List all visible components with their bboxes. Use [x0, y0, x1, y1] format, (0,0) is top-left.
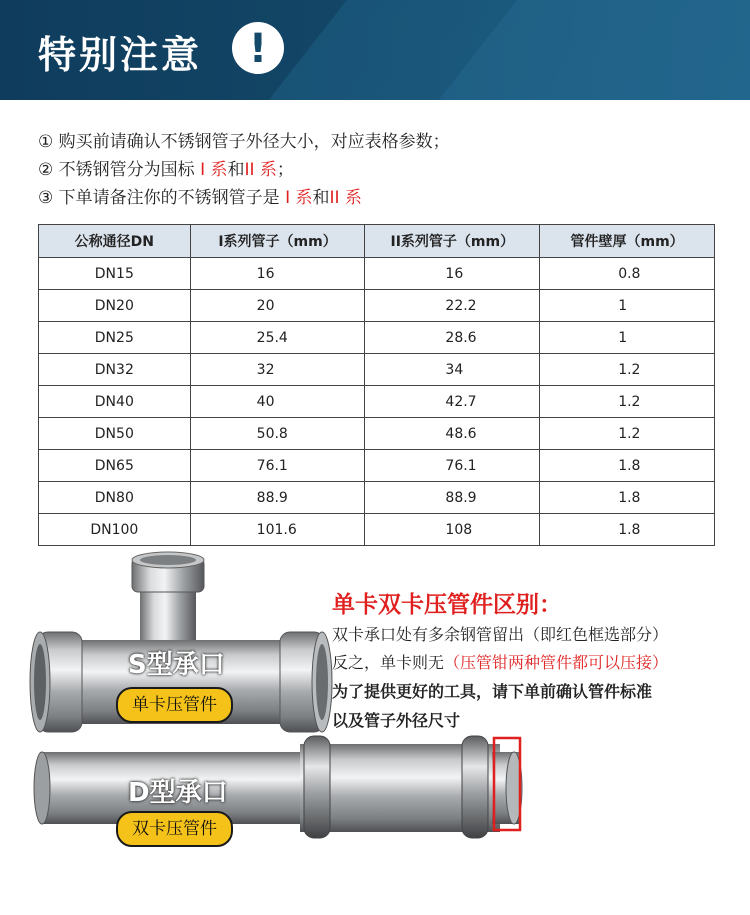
note-text: ③ 下单请备注你的不锈钢管子是: [38, 188, 286, 208]
table-cell: 1: [540, 290, 715, 322]
table-cell: 0.8: [540, 258, 715, 290]
table-header-row: [39, 225, 715, 258]
column-header-series-i: I系列管子（mm）: [190, 225, 365, 258]
table-cell: DN25: [39, 322, 191, 354]
series-ii-highlight: II 系: [329, 188, 362, 208]
table-cell: 16: [365, 258, 540, 290]
series-i-highlight: I 系: [200, 160, 228, 180]
d-type-socket-label: D型承口: [128, 778, 228, 808]
column-header-wall-thickness: 管件壁厚（mm）: [540, 225, 715, 258]
table-cell: 1.8: [540, 450, 715, 482]
table-cell: 50.8: [190, 418, 365, 450]
exclamation-icon: !: [232, 22, 284, 74]
double-press-fitting-badge: 双卡压管件: [116, 811, 233, 847]
table-cell: 16: [190, 258, 365, 290]
table-cell: 32: [190, 354, 365, 386]
difference-title: 单卡双卡压管件区别：: [332, 592, 562, 618]
table-cell: 76.1: [365, 450, 540, 482]
table-cell: 1.2: [540, 386, 715, 418]
table-row: [39, 418, 715, 450]
difference-line-4: 以及管子外径尺寸: [332, 711, 461, 730]
table-cell: 25.4: [190, 322, 365, 354]
table-cell: DN65: [39, 450, 191, 482]
table-row: [39, 482, 715, 514]
difference-highlight: （压管钳两种管件都可以压接）: [444, 653, 669, 672]
table-cell: 42.7: [365, 386, 540, 418]
table-cell: 88.9: [190, 482, 365, 514]
note-line-2: [38, 156, 450, 184]
difference-text: 反之，单卡则无: [332, 653, 445, 672]
page-title: 特别注意: [38, 33, 203, 77]
note-text: 和: [227, 160, 245, 180]
table-row: [39, 354, 715, 386]
table-cell: 76.1: [190, 450, 365, 482]
header-banner: [0, 0, 750, 100]
note-text: ① 购买前请确认不锈钢管子外径大小，对应表格参数；: [38, 132, 450, 152]
coupling-fitting-graphic: [34, 736, 522, 838]
spec-table: [38, 224, 715, 546]
table-cell: DN50: [39, 418, 191, 450]
table-cell: 28.6: [365, 322, 540, 354]
table-cell: 1.2: [540, 354, 715, 386]
series-ii-highlight: II 系: [244, 160, 277, 180]
table-cell: 40: [190, 386, 365, 418]
series-i-highlight: I 系: [285, 188, 313, 208]
single-press-fitting-badge: 单卡压管件: [116, 687, 233, 723]
table-cell: DN15: [39, 258, 191, 290]
table-cell: DN40: [39, 386, 191, 418]
table-row: [39, 258, 715, 290]
table-row: [39, 290, 715, 322]
table-cell: 1.8: [540, 482, 715, 514]
table-cell: 48.6: [365, 418, 540, 450]
table-cell: 1.8: [540, 514, 715, 546]
table-cell: 22.2: [365, 290, 540, 322]
table-row: [39, 386, 715, 418]
table-cell: 108: [365, 514, 540, 546]
table-cell: 20: [190, 290, 365, 322]
note-text: 和: [312, 188, 330, 208]
table-cell: DN32: [39, 354, 191, 386]
table-row: [39, 450, 715, 482]
column-header-dn: 公称通径DN: [39, 225, 191, 258]
note-line-3: [38, 184, 450, 212]
note-text: ② 不锈钢管分为国标: [38, 160, 201, 180]
note-line-1: [38, 128, 450, 156]
s-type-socket-label: S型承口: [128, 650, 225, 680]
table-cell: 1.2: [540, 418, 715, 450]
table-cell: 88.9: [365, 482, 540, 514]
difference-line-1: 双卡承口处有多余钢管留出（即红色框选部分）: [332, 625, 669, 644]
table-cell: 101.6: [190, 514, 365, 546]
column-header-series-ii: II系列管子（mm）: [365, 225, 540, 258]
difference-line-3: 为了提供更好的工具，请下单前确认管件标准: [332, 682, 653, 701]
table-cell: DN20: [39, 290, 191, 322]
table-row: [39, 322, 715, 354]
table-cell: DN80: [39, 482, 191, 514]
notes-block: [38, 128, 450, 212]
note-text: ；: [276, 160, 294, 180]
table-cell: DN100: [39, 514, 191, 546]
table-cell: 1: [540, 322, 715, 354]
table-cell: 34: [365, 354, 540, 386]
difference-line-2: [332, 650, 668, 673]
